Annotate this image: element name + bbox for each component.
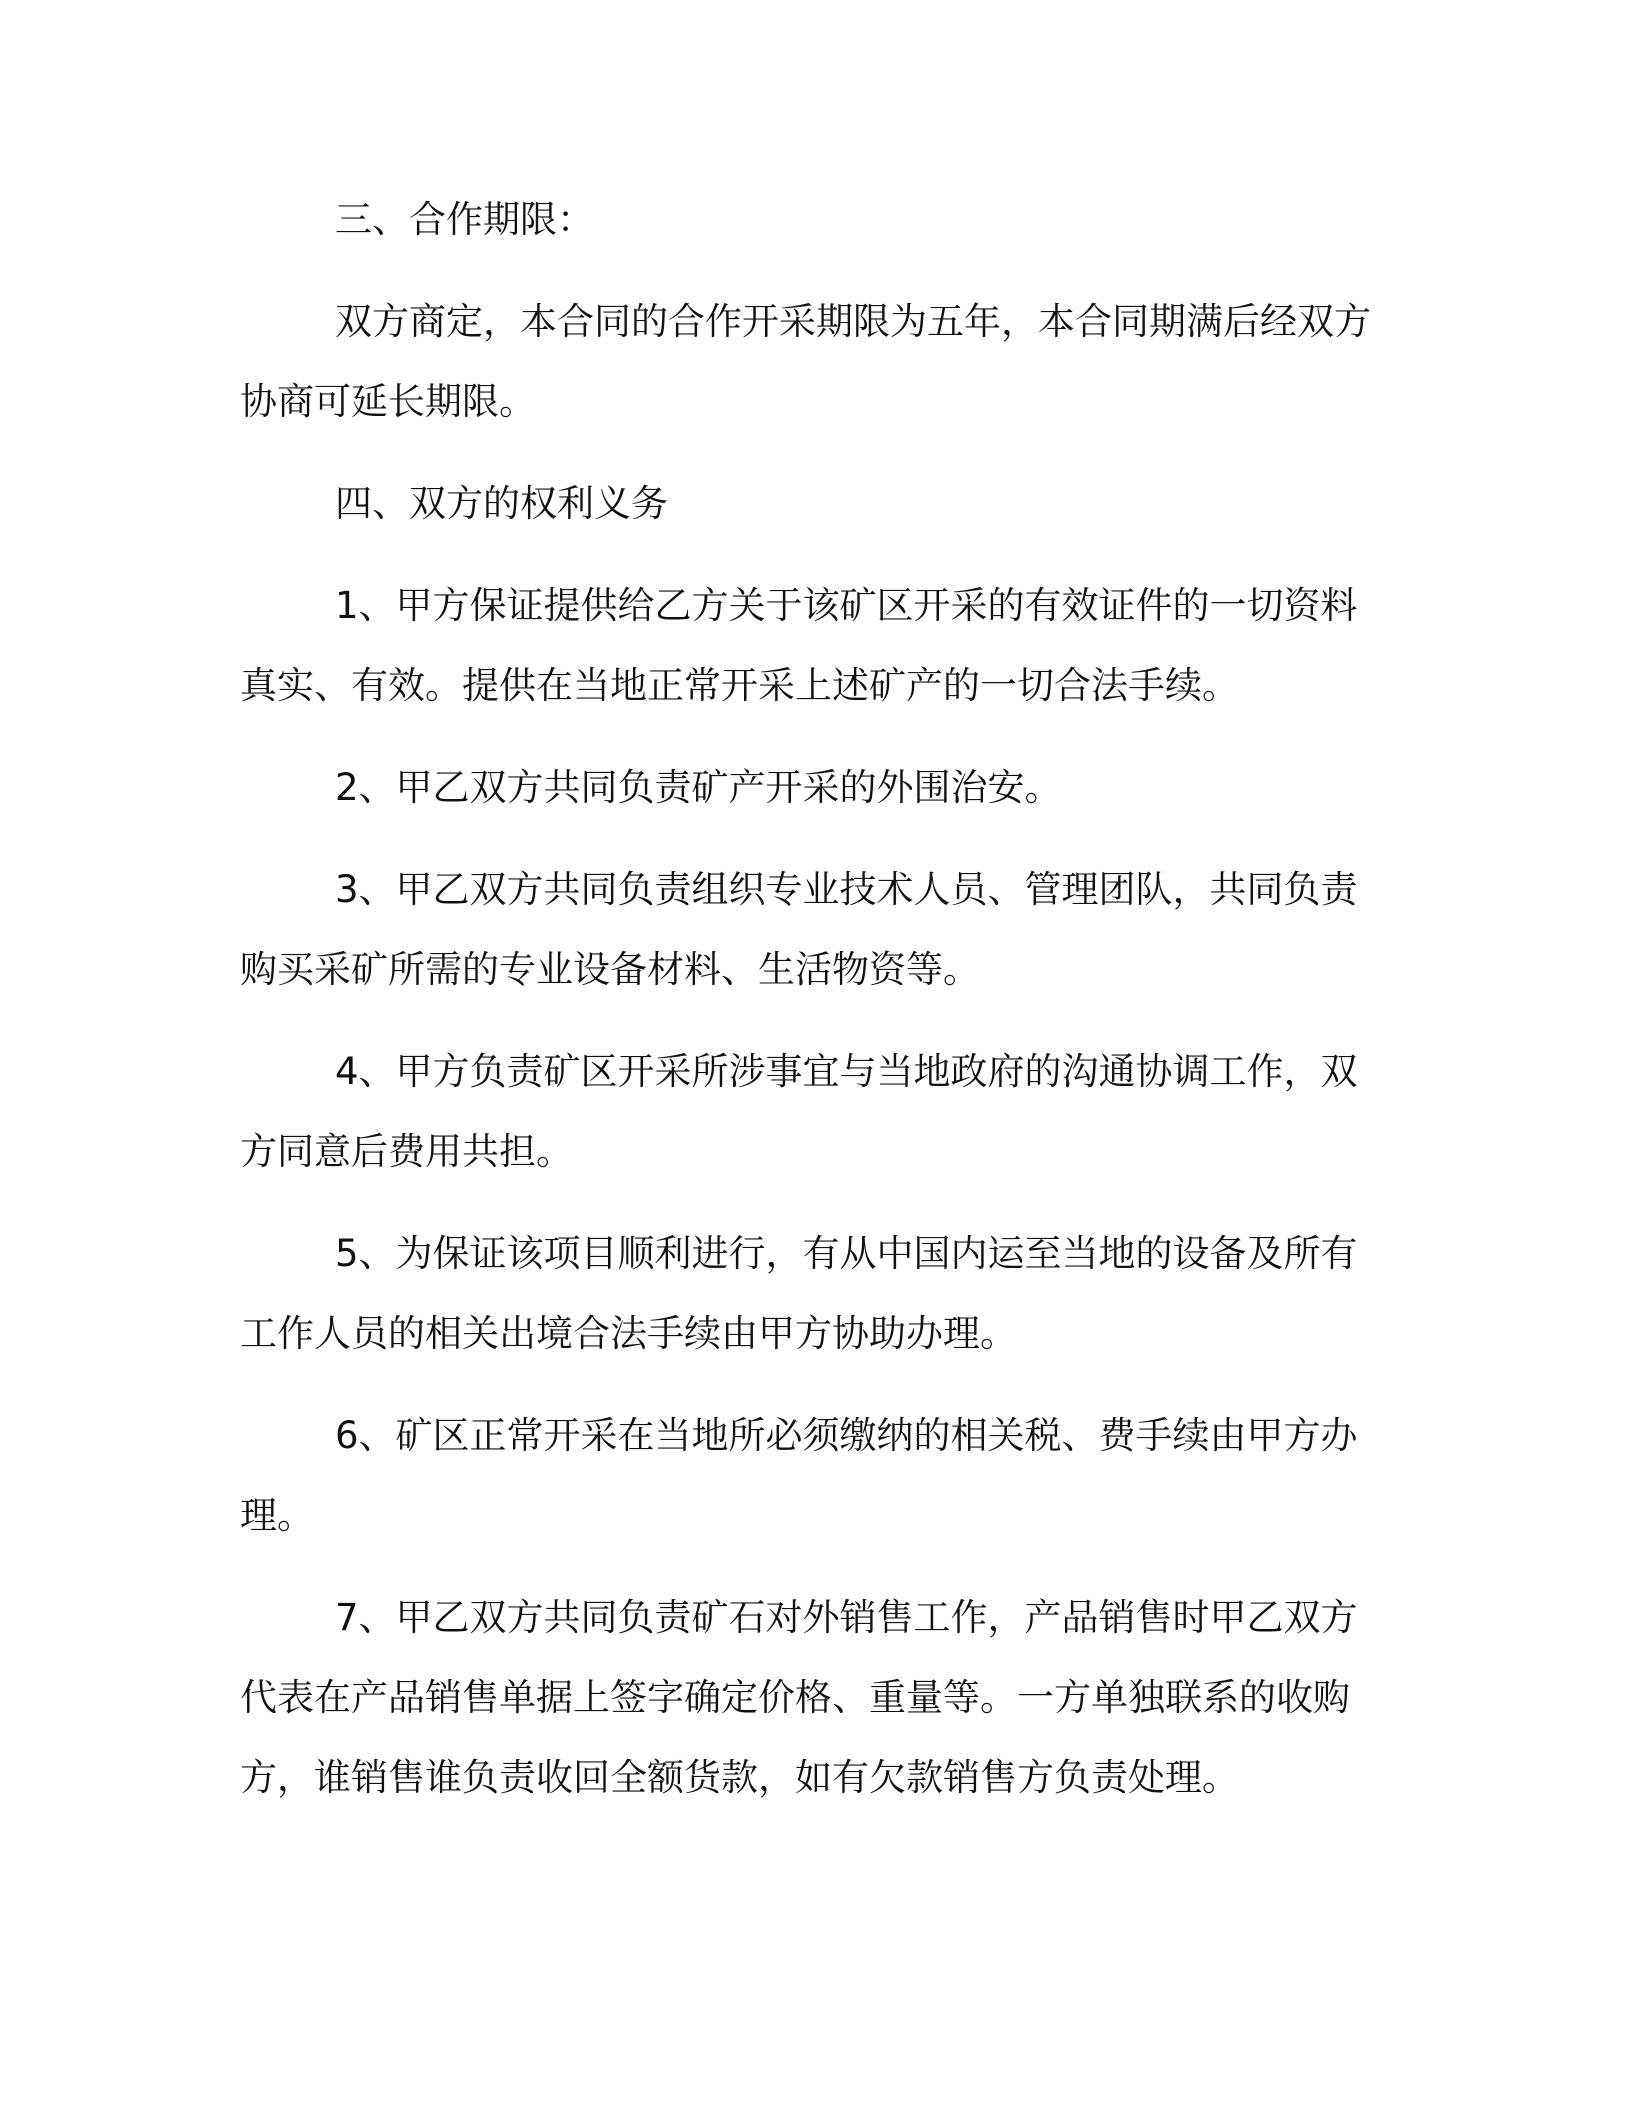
section-three-paragraph: 双方商定，本合同的合作开采期限为五年，本合同期满后经双方协商可延长期限。 [240,300,1371,423]
clause-6: 6、矿区正常开采在当地所必须缴纳的相关税、费手续由甲方办理。 [240,1414,1358,1537]
section-four-heading: 四、双方的权利义务 [335,482,668,525]
clause-1: 1、甲方保证提供给乙方关于该矿区开采的有效证件的一切资料真实、有效。提供在当地正常开采上述矿产的一切合法手续。 [240,584,1358,707]
clause-4: 4、甲方负责矿区开采所涉事宜与当地政府的沟通协调工作，双方同意后费用共担。 [240,1050,1358,1173]
clause-7: 7、甲乙双方共同负责矿石对外销售工作，产品销售时甲乙双方代表在产品销售单据上签字确定价格、重量等。一方单独联系的收购方，谁销售谁负责收回全额货款，如有欠款销售方负责处理。 [240,1596,1358,1799]
document-body [240,180,1380,1840]
clause-3: 3、甲乙双方共同负责组织专业技术人员、管理团队，共同负责购买采矿所需的专业设备材料、生活物资等。 [240,868,1358,991]
clause-2: 2、甲乙双方共同负责矿产开采的外围治安。 [335,766,1062,809]
section-three-heading: 三、合作期限： [335,198,594,241]
clause-5: 5、为保证该项目顺利进行，有从中国内运至当地的设备及所有工作人员的相关出境合法手续由甲方协助办理。 [240,1232,1358,1355]
